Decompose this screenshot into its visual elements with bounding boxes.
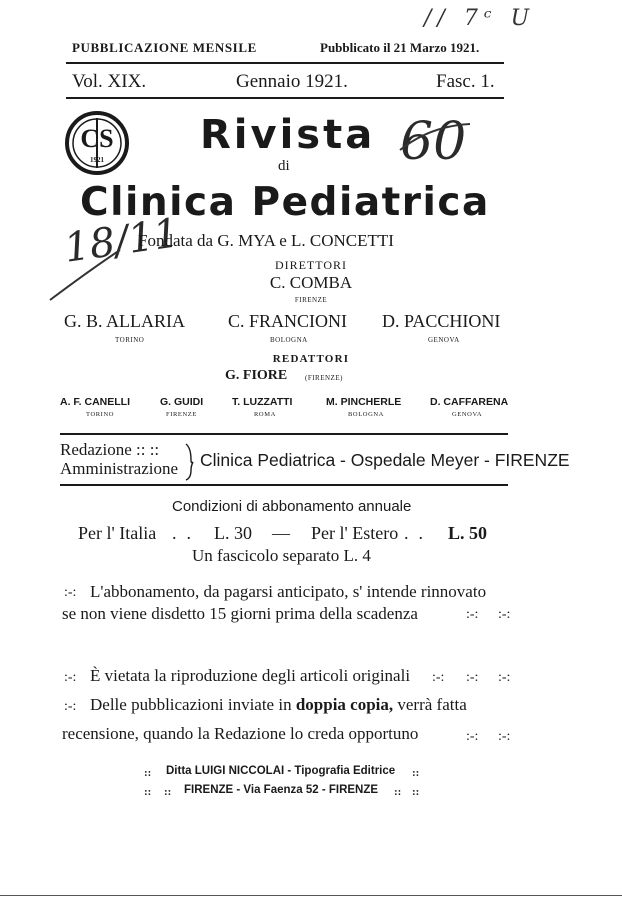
note-review-1a: Delle pubblicazioni inviate in xyxy=(90,695,292,714)
logo-year: 1921 xyxy=(90,156,104,164)
redazione-label: Redazione :: :: xyxy=(60,440,160,459)
subscription-abroad-dots: .. xyxy=(404,523,433,543)
founded-by: Fondata da G. MYA e L. CONCETTI xyxy=(138,231,394,250)
published-date: Pubblicato il 21 Marzo 1921. xyxy=(320,40,480,55)
editor-canelli-city: TORINO xyxy=(86,411,115,418)
handwritten-slash: 18/11 xyxy=(61,210,182,272)
issue-date: Gennaio 1921. xyxy=(236,71,348,92)
subscription-single: Un fascicolo separato L. 4 xyxy=(192,546,371,565)
editor-guidi-city: FIRENZE xyxy=(166,411,197,418)
header-rule-top xyxy=(66,62,504,64)
subscription-abroad-price: L. 50 xyxy=(448,523,488,543)
director-pacchioni: D. PACCHIONI xyxy=(382,311,501,331)
editors-rule xyxy=(60,433,508,435)
note-renewal-2: se non viene disdetto 15 giorni prima della scadenza xyxy=(62,604,418,623)
note-review-1b: verrà fatta xyxy=(397,695,467,714)
editor-canelli: A. F. CANELLI xyxy=(60,396,130,408)
printer-ornament-1b: :: xyxy=(412,767,420,779)
editor-caffarena: D. CAFFARENA xyxy=(430,396,509,408)
note-prohibited: È vietata la riproduzione degli articoli originali xyxy=(90,666,411,685)
note-review-bold: doppia copia, xyxy=(295,695,394,714)
printer-line-1: Ditta LUIGI NICCOLAI - Tipografia Editrice xyxy=(166,765,396,777)
address-location: Clinica Pediatrica - Ospedale Meyer - FIRENZE xyxy=(200,450,570,470)
editor-luzzatti: T. LUZZATTI xyxy=(232,396,293,408)
printer-ornament-2b: :: xyxy=(164,786,172,798)
subscription-italy: Per l' Italia xyxy=(78,523,157,543)
ornament-prohibited: :-: xyxy=(64,670,77,685)
ornament-prohibited-c: :-: xyxy=(498,670,511,685)
printer-ornament-1a: :: xyxy=(144,767,152,779)
title-rivista: Rivista xyxy=(200,112,376,158)
journal-logo xyxy=(64,110,130,176)
director-allaria: G. B. ALLARIA xyxy=(64,311,185,331)
handwritten-number: 60 xyxy=(400,112,467,172)
editors-label: REDATTORI xyxy=(272,353,350,365)
title-clinica-pediatrica: Clinica Pediatrica xyxy=(80,180,490,225)
director-francioni-city: BOLOGNA xyxy=(270,336,308,344)
address-rule xyxy=(60,484,508,486)
ornament-review-2a: :-: xyxy=(466,729,479,744)
subscription-italy-price: L. 30 xyxy=(214,523,252,543)
director-pacchioni-city: GENOVA xyxy=(428,336,460,344)
director-chief-city: FIRENZE xyxy=(294,296,328,304)
note-renewal-1: L'abbonamento, da pagarsi anticipato, s' intende rinnovato xyxy=(90,582,487,601)
subscription-dash: — xyxy=(272,523,290,543)
editor-chief-name: G. FIORE xyxy=(225,368,288,383)
printer-ornament-2c: :: xyxy=(394,786,402,798)
subscription-abroad: Per l' Estero xyxy=(311,523,399,543)
ornament-renewal-2a: :-: xyxy=(466,607,479,622)
amministrazione-label: Amministrazione xyxy=(60,459,179,478)
director-chief-name: C. COMBA xyxy=(269,273,353,292)
editor-pincherle: M. PINCHERLE xyxy=(326,396,402,408)
editor-caffarena-city: GENOVA xyxy=(452,411,483,418)
subscription-italy-dots: .. xyxy=(172,523,201,543)
publication-type: PUBBLICAZIONE MENSILE xyxy=(72,40,257,55)
printer-line-2: FIRENZE - Via Faenza 52 - FIRENZE xyxy=(184,784,379,796)
editor-luzzatti-city: ROMA xyxy=(254,411,276,418)
ornament-review-2b: :-: xyxy=(498,729,511,744)
printer-ornament-2a: :: xyxy=(144,786,152,798)
ornament-review: :-: xyxy=(64,699,77,714)
volume: Vol. XIX. xyxy=(72,71,147,92)
editor-pincherle-city: BOLOGNA xyxy=(348,411,384,418)
ornament-renewal-2b: :-: xyxy=(498,607,511,622)
directors-label: DIRETTORI xyxy=(274,258,348,272)
header-rule-bottom xyxy=(66,97,504,99)
subscription-title: Condizioni di abbonamento annuale xyxy=(172,498,412,515)
note-review-1 xyxy=(90,695,467,715)
scan-edge-line xyxy=(0,895,622,896)
fascicle: Fasc. 1. xyxy=(436,71,495,92)
ornament-renewal: :-: xyxy=(64,585,77,600)
note-review-2: recensione, quando la Redazione lo creda opportuno xyxy=(62,724,419,743)
editor-guidi: G. GUIDI xyxy=(160,396,204,408)
address-bracket xyxy=(184,442,194,482)
handwritten-top-right: // 7ᶜ U xyxy=(424,6,536,31)
director-francioni: C. FRANCIONI xyxy=(228,311,348,331)
ornament-prohibited-a: :-: xyxy=(432,670,445,685)
logo-letters: CS xyxy=(80,124,114,153)
printer-ornament-2d: :: xyxy=(412,786,420,798)
director-allaria-city: TORINO xyxy=(115,336,145,344)
title-di: di xyxy=(278,158,290,174)
editor-chief-city: (FIRENZE) xyxy=(305,374,343,382)
ornament-prohibited-b: :-: xyxy=(466,670,479,685)
